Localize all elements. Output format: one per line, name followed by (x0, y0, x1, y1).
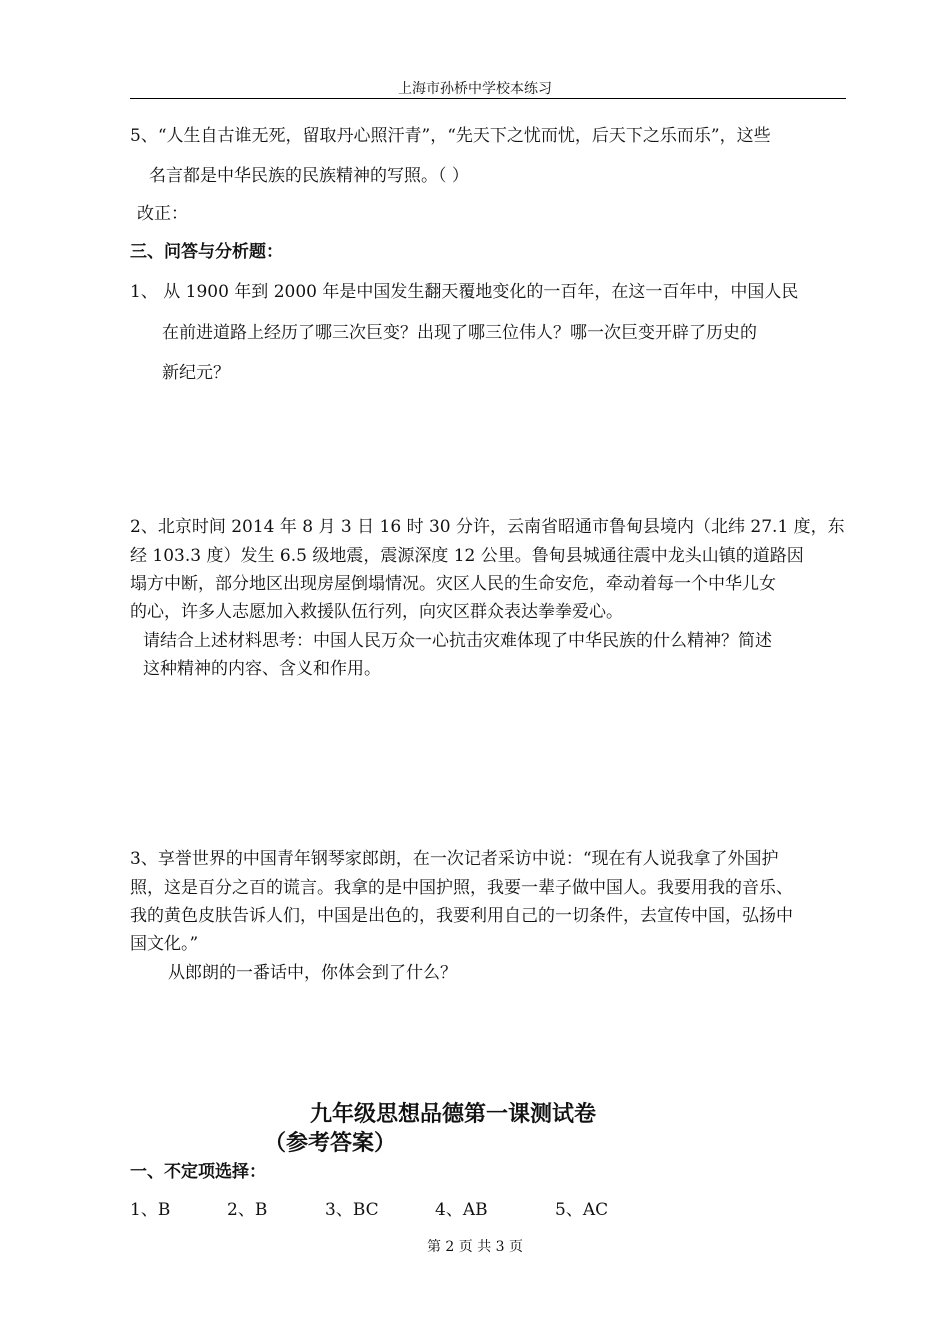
answer-4: 4、AB (435, 1200, 488, 1220)
correction-label: 改正： (137, 204, 188, 224)
q2-line1: 2、北京时间 2014 年 8 月 3 日 16 时 30 分许，云南省昭通市鲁甸县境内（北纬 27.1 度，东 (130, 517, 845, 537)
q2-line2: 经 103.3 度）发生 6.5 级地震，震源深度 12 公里。鲁甸县城通往震中龙头山镇的道路因 (130, 546, 804, 566)
q2-line3: 塌方中断，部分地区出现房屋倒塌情况。灾区人民的生命安危，牵动着每一个中华儿女 (130, 574, 776, 594)
q1-line2: 在前进道路上经历了哪三次巨变？出现了哪三位伟人？哪一次巨变开辟了历史的 (162, 323, 757, 343)
q2-line6: 这种精神的内容、含义和作用。 (143, 659, 381, 679)
item5-line1: 5、“人生自古谁无死，留取丹心照汗青”，“先天下之忧而忧，后天下之乐而乐”，这些 (130, 126, 771, 146)
answer-1: 1、B (130, 1200, 171, 1220)
header-rule (130, 98, 846, 99)
item5-line2: 名言都是中华民族的民族精神的写照。（ ） (149, 166, 469, 186)
answer-section1-heading: 一、不定项选择： (130, 1162, 266, 1182)
q3-line3: 我的黄色皮肤告诉人们，中国是出色的，我要利用自己的一切条件，去宣传中国，弘扬中 (130, 906, 793, 926)
q1-line1: 1、 从 1900 年到 2000 年是中国发生翻天覆地变化的一百年，在这一百年中，中国人民 (130, 282, 799, 302)
section3-heading: 三、问答与分析题： (130, 242, 283, 262)
answer-key-subtitle: （参考答案） (264, 1130, 397, 1156)
answer-5: 5、AC (555, 1200, 609, 1220)
answer-key-title: 九年级思想品德第一课测试卷 (310, 1101, 597, 1127)
q2-line4: 的心，许多人志愿加入救援队伍行列，向灾区群众表达拳拳爱心。 (130, 602, 623, 622)
header-title: 上海市孙桥中学校本练习 (398, 81, 552, 97)
answer-3: 3、BC (325, 1200, 379, 1220)
q1-line3: 新纪元？ (162, 363, 230, 383)
page-number: 第 2 页 共 3 页 (426, 1239, 524, 1255)
q3-line1: 3、享誉世界的中国青年钢琴家郎朗，在一次记者采访中说：“现在有人说我拿了外国护 (130, 849, 779, 869)
q3-line4: 国文化。” (130, 934, 199, 954)
q2-line5: 请结合上述材料思考：中国人民万众一心抗击灾难体现了中华民族的什么精神？简述 (143, 631, 772, 651)
q3-line2: 照，这是百分之百的谎言。我拿的是中国护照，我要一辈子做中国人。我要用我的音乐、 (130, 878, 793, 898)
answer-2: 2、B (227, 1200, 268, 1220)
q3-line5: 从郎朗的一番话中，你体会到了什么？ (168, 963, 457, 983)
